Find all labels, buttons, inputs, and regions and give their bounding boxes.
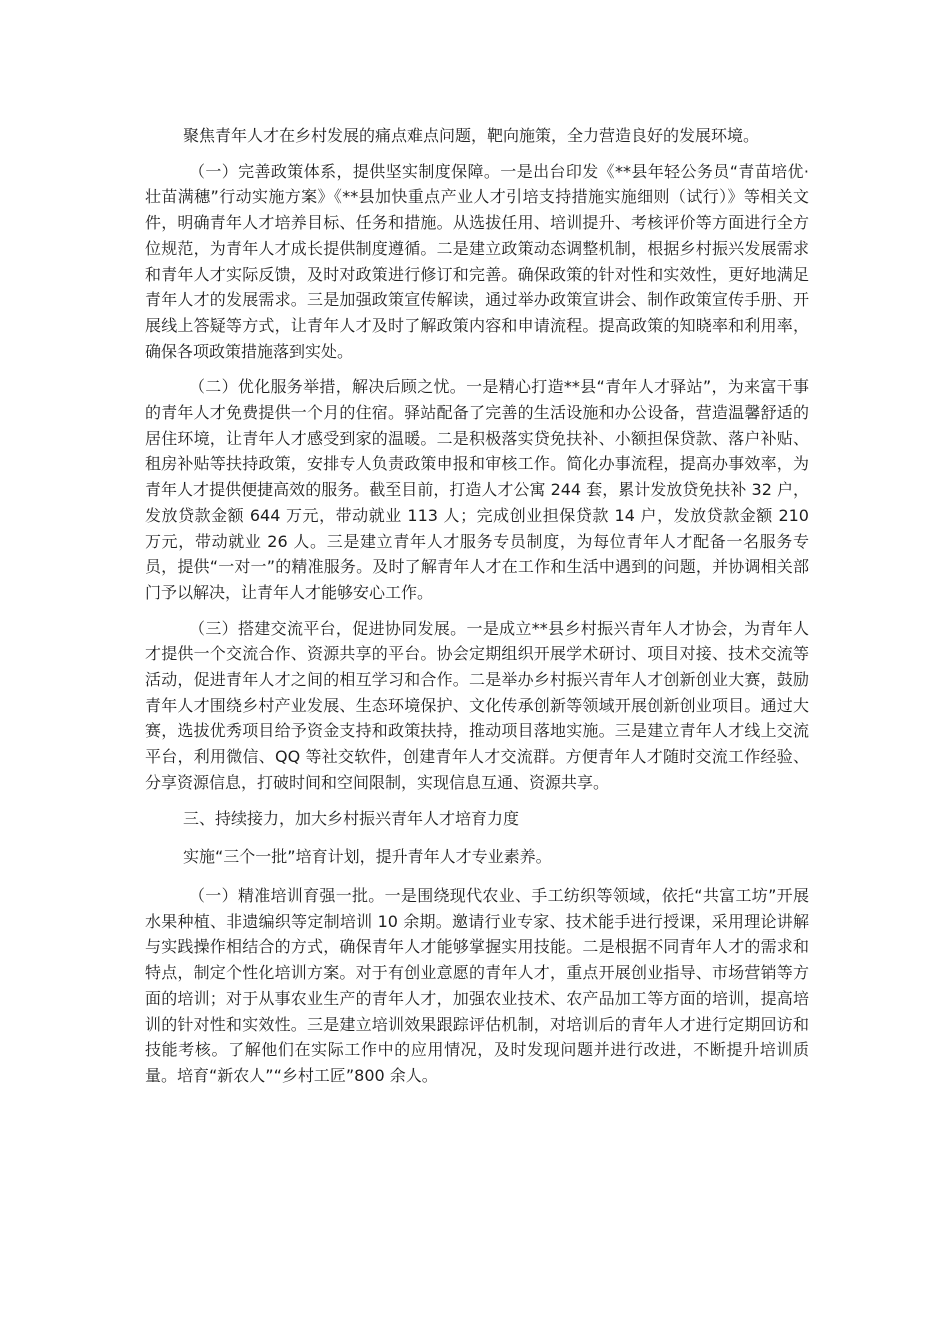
document-body: [145, 123, 809, 1099]
policy-system-paragraph: （一）完善政策体系，提供坚实制度保障。一是出台印发《**县年轻公务员“青苗培优·壮苗满穗”行动实施方案》《**县加快重点产业人才引培支持措施实施细则（试行）》等相关文件，明确青年人才培养目标、任务和措施。从选拔任用、培训提升、考核评价等方面进行全方位规范，为青年人才成长提供制度遵循。二是建立政策动态调整机制，根据乡村振兴发展需求和青年人才实际反馈，及时对政策进行修订和完善。确保政策的针对性和实效性，更好地满足青年人才的发展需求。三是加强政策宣传解读，通过举办政策宣讲会、制作政策宣传手册、开展线上答疑等方式，让青年人才及时了解政策内容和申请流程。提高政策的知晓率和利用率，确保各项政策措施落到实处。: [145, 161, 809, 361]
precise-training-paragraph: （一）精准培训育强一批。一是围绕现代农业、手工纺织等领域，依托“共富工坊”开展水果种植、非遗编织等定制培训 10 余期。邀请行业专家、技术能手进行授课，采用理论讲解与实践操作相结合的方式，确保青年人才能够掌握实用技能。二是根据不同青年人才的需求和特点，制定个性化培训方案。对于有创业意愿的青年人才，重点开展创业指导、市场营销等方面的培训；对于从事农业生产的青年人才，加强农业技术、农产品加工等方面的培训，提高培训的针对性和实效性。三是建立培训效果跟踪评估机制，对培训后的青年人才进行定期回访和技能考核。了解他们在实际工作中的应用情况，及时发现问题并进行改进，不断提升培训质量。培育“新农人”“乡村工匠”800 余人。: [145, 885, 809, 1085]
service-measures-paragraph: （二）优化服务举措，解决后顾之忧。一是精心打造**县“青年人才驿站”，为来富干事的青年人才免费提供一个月的住宿。驿站配备了完善的生活设施和办公设备，营造温馨舒适的居住环境，让青年人才感受到家的温暖。二是积极落实贷免扶补、小额担保贷款、落户补贴、租房补贴等扶持政策，安排专人负责政策申报和审核工作。简化办事流程，提高办事效率，为青年人才提供便捷高效的服务。截至目前，打造人才公寓 244 套，累计发放贷免扶补 32 户，发放贷款金额 644 万元，带动就业 113 人；完成创业担保贷款 14 户，发放贷款金额 210 万元，带动就业 26 人。三是建立青年人才服务专员制度，为每位青年人才配备一名服务专员，提供“一对一”的精准服务。及时了解青年人才在工作和生活中遇到的问题，并协调相关部门予以解决，让青年人才能够安心工作。: [145, 377, 809, 602]
intro-paragraph: 聚焦青年人才在乡村发展的痛点难点问题，靶向施策，全力营造良好的发展环境。: [183, 126, 760, 145]
section-heading: 三、持续接力，加大乡村振兴青年人才培育力度: [183, 808, 520, 828]
training-plan-intro: 实施“三个一批”培育计划，提升青年人才专业素养。: [183, 847, 552, 867]
exchange-platform-paragraph: （三）搭建交流平台，促进协同发展。一是成立**县乡村振兴青年人才协会，为青年人才提供一个交流合作、资源共享的平台。协会定期组织开展学术研讨、项目对接、技术交流等活动，促进青年人才之间的相互学习和合作。二是举办乡村振兴青年人才创新创业大赛，鼓励青年人才围绕乡村产业发展、生态环境保护、文化传承创新等领域开展创新创业项目。通过大赛，选拔优秀项目给予资金支持和政策扶持，推动项目落地实施。三是建立青年人才线上交流平台，利用微信、QQ 等社交软件，创建青年人才交流群。方便青年人才随时交流工作经验、分享资源信息，打破时间和空间限制，实现信息互通、资源共享。: [145, 618, 809, 792]
